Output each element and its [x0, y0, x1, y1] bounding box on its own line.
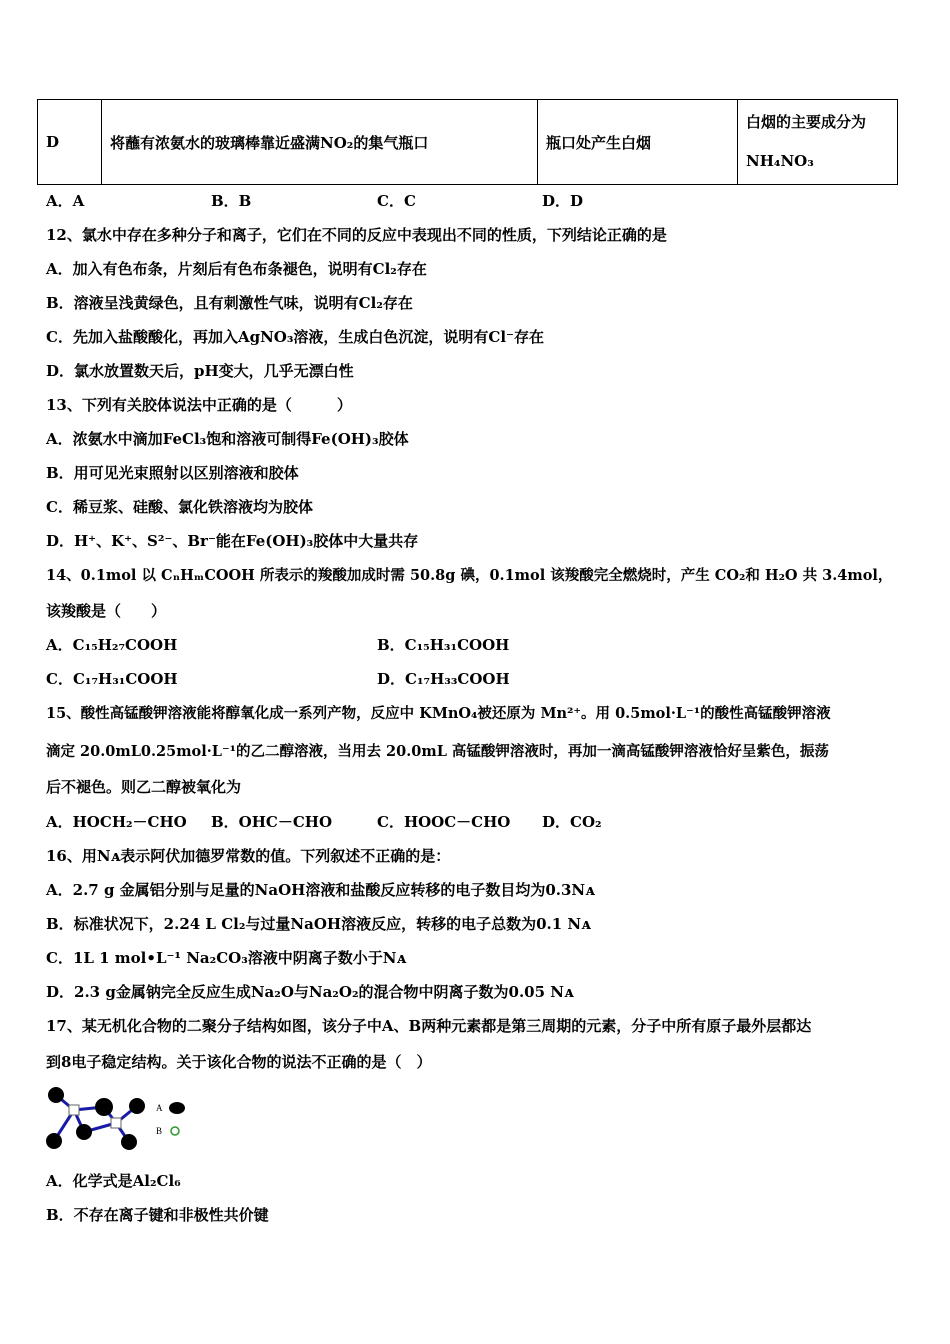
q13-option-a: A．浓氨水中滴加FeCl₃饱和溶液可制得Fe(OH)₃胶体 — [46, 430, 409, 448]
q12-option-c: C．先加入盐酸酸化，再加入AgNO₃溶液，生成白色沉淀，说明有Cl⁻存在 — [46, 328, 544, 346]
q14-option-c: C．C₁₇H₃₁COOH — [46, 670, 178, 688]
dimer-structure-diagram — [44, 1086, 194, 1156]
q12-option-a: A．加入有色布条，片刻后有色布条褪色，说明有Cl₂存在 — [46, 260, 427, 278]
q11-option-b: B．B — [211, 192, 252, 210]
row-conclusion-line1: 白烟的主要成分为 — [746, 113, 867, 131]
q11-option-c: C．C — [377, 192, 416, 210]
q14-option-d: D．C₁₇H₃₃COOH — [377, 670, 510, 688]
q15-option-b: B．OHC－CHO — [211, 813, 333, 831]
q17-stem-line2: 到8电子稳定结构。关于该化合物的说法不正确的是（ ） — [46, 1053, 432, 1071]
q13-option-b: B．用可见光束照射以区别溶液和胶体 — [46, 464, 299, 482]
legend-b-marker — [171, 1127, 179, 1135]
q11-option-d: D．D — [542, 192, 584, 210]
q11-option-a: A．A — [46, 192, 85, 210]
legend-a-marker — [169, 1102, 185, 1114]
bonds — [54, 1095, 137, 1142]
q15-stem-line2: 滴定 20.0mL0.25mol·L⁻¹的乙二醇溶液，当用去 20.0mL 高锰酸钾溶液时，再加一滴高锰酸钾溶液恰好呈紫色，振荡 — [46, 743, 829, 760]
q13-option-c: C．稀豆浆、硅酸、氯化铁溶液均为胶体 — [46, 498, 313, 516]
q15-option-a: A．HOCH₂－CHO — [46, 813, 187, 831]
row-conclusion-line2: NH₄NO₃ — [746, 152, 814, 170]
q15-stem-line1: 15、酸性高锰酸钾溶液能将醇氧化成一系列产物，反应中 KMnO₄被还原为 Mn²⁺。用 0.5mol·L⁻¹的酸性高锰酸钾溶液 — [46, 705, 831, 722]
q12-option-d: D．氯水放置数天后，pH变大，几乎无漂白性 — [46, 362, 354, 380]
q17-option-a: A．化学式是Al₂Cl₆ — [46, 1172, 181, 1190]
q14-stem-line2: 该羧酸是（ ） — [46, 602, 167, 620]
q17-option-b: B．不存在离子键和非极性共价键 — [46, 1206, 269, 1224]
atoms-a — [46, 1087, 145, 1150]
q14-option-b: B．C₁₅H₃₁COOH — [377, 636, 510, 654]
q12-option-b: B．溶液呈浅黄绿色，且有刺激性气味，说明有Cl₂存在 — [46, 294, 413, 312]
table-row — [38, 100, 898, 185]
row-operation: 将蘸有浓氨水的玻璃棒靠近盛满NO₂的集气瓶口 — [102, 100, 538, 185]
row-label: D — [38, 100, 102, 185]
q16-option-c: C．1L 1 mol•L⁻¹ Na₂CO₃溶液中阴离子数小于Nᴀ — [46, 949, 407, 967]
row-conclusion — [738, 100, 898, 185]
q16-stem: 16、用Nᴀ表示阿伏加德罗常数的值。下列叙述不正确的是： — [46, 847, 451, 865]
q16-option-d: D．2.3 g金属钠完全反应生成Na₂O与Na₂O₂的混合物中阴离子数为0.05 Nᴀ — [46, 983, 574, 1001]
q14-stem-line1: 14、0.1mol 以 CₙHₘCOOH 所表示的羧酸加成时需 50.8g 碘，0.1mol 该羧酸完全燃烧时，产生 CO₂和 H₂O 共 3.4mol， — [46, 567, 893, 584]
experiment-table — [37, 99, 898, 185]
legend-b-label: B — [156, 1126, 163, 1136]
q15-option-d: D．CO₂ — [542, 813, 602, 831]
q13-option-d: D．H⁺、K⁺、S²⁻、Br⁻能在Fe(OH)₃胶体中大量共存 — [46, 532, 419, 550]
q16-option-b: B．标准状况下，2.24 L Cl₂与过量NaOH溶液反应，转移的电子总数为0.1 Nᴀ — [46, 915, 591, 933]
row-phenomenon: 瓶口处产生白烟 — [538, 100, 738, 185]
q13-stem: 13、下列有关胶体说法中正确的是（ ） — [46, 396, 352, 414]
q16-option-a: A．2.7 g 金属铝分别与足量的NaOH溶液和盐酸反应转移的电子数目均为0.3Nᴀ — [46, 881, 595, 899]
q12-stem: 12、氯水中存在多种分子和离子，它们在不同的反应中表现出不同的性质，下列结论正确的是 — [46, 226, 667, 244]
q15-stem-line3: 后不褪色。则乙二醇被氧化为 — [46, 778, 242, 796]
q14-option-a: A．C₁₅H₂₇COOH — [46, 636, 178, 654]
q17-stem-line1: 17、某无机化合物的二聚分子结构如图，该分子中A、B两种元素都是第三周期的元素，分子中所有原子最外层都达 — [46, 1017, 812, 1035]
q15-option-c: C．HOOC－CHO — [377, 813, 511, 831]
legend-a-label: A — [156, 1103, 163, 1113]
